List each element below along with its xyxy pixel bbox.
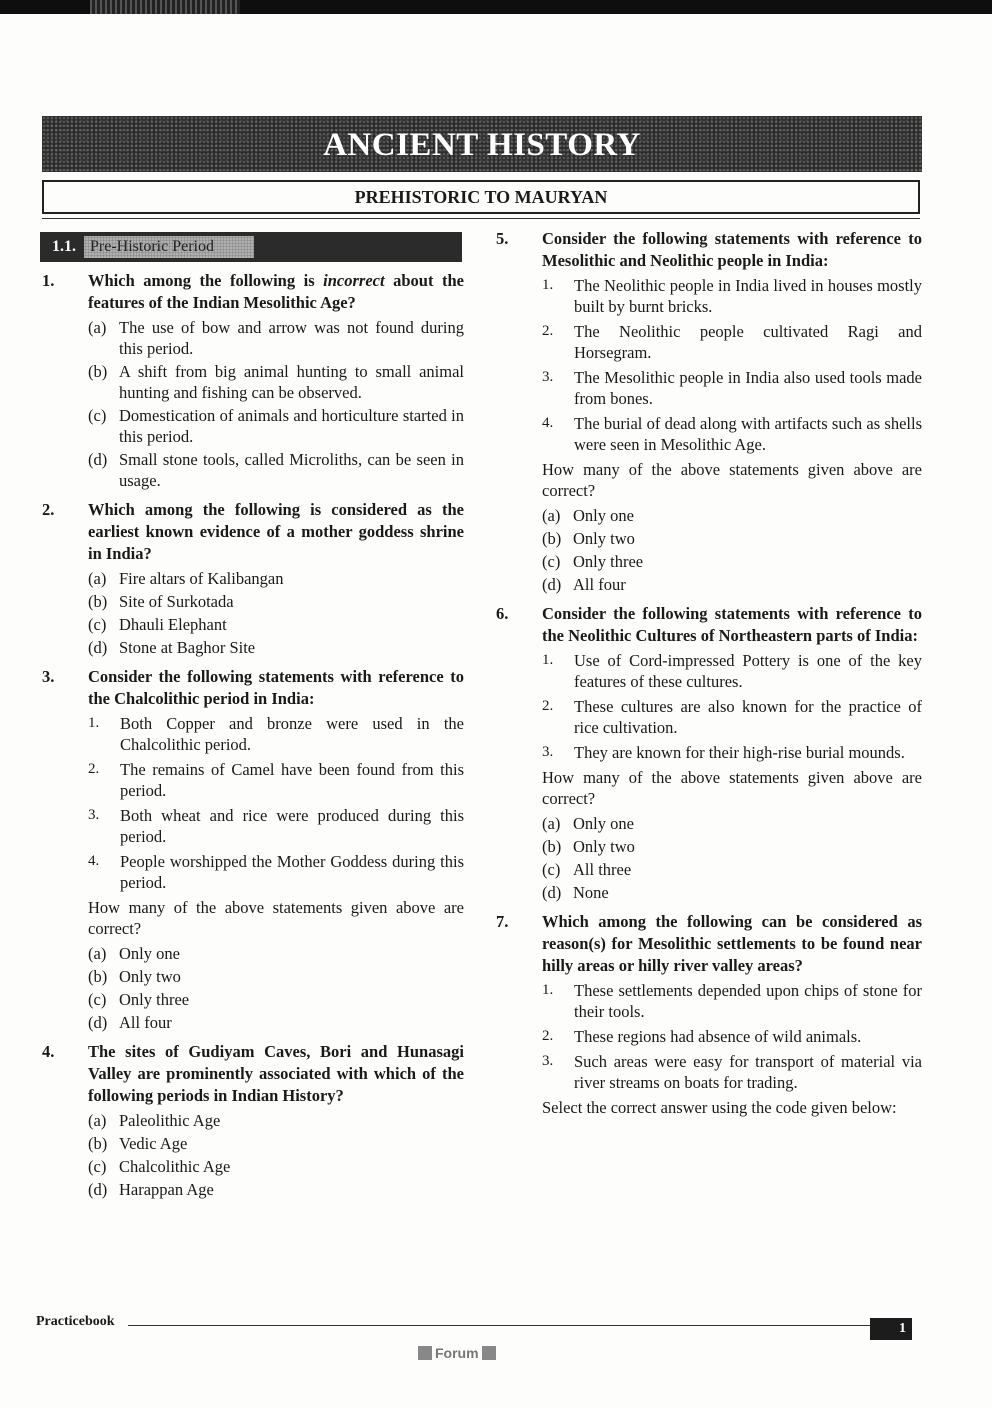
statement-number: 1. — [542, 652, 554, 668]
question-number: 4. — [42, 1042, 55, 1061]
option-label: (b) — [542, 837, 562, 856]
statement-text: These settlements depended upon chips of stone for their tools. — [574, 981, 922, 1021]
option-text: Vedic Age — [119, 1134, 188, 1153]
stem-emphasis: incorrect — [323, 271, 385, 290]
option[interactable] — [88, 614, 464, 635]
option-text: All four — [119, 1013, 172, 1032]
question-stem: Consider the following statements with reference to the Neolithic Cultures of Northeastern parts of India: — [542, 604, 922, 645]
option[interactable] — [88, 989, 464, 1010]
option-label: (d) — [542, 575, 562, 594]
statement-number: 3. — [542, 369, 554, 385]
option-text: Stone at Baghor Site — [119, 638, 256, 657]
brand-name: Forum — [435, 1345, 479, 1361]
statement-number: 3. — [88, 807, 100, 823]
question-stem: Consider the following statements with reference to the Chalcolithic period in India: — [88, 667, 464, 708]
brand-logo-icon — [418, 1346, 432, 1360]
option-text: Only two — [119, 967, 181, 986]
question-number: 1. — [42, 271, 55, 290]
question-followup: How many of the above statements given above are correct? — [542, 460, 922, 500]
option[interactable] — [88, 405, 464, 447]
option-text: Paleolithic Age — [119, 1111, 221, 1130]
option-label: (c) — [542, 552, 561, 571]
statement-number: 2. — [542, 1028, 554, 1044]
statement-number: 2. — [542, 323, 554, 339]
option-label: (c) — [88, 990, 107, 1009]
question — [494, 228, 922, 597]
question-stem — [88, 270, 464, 314]
option-text: The use of bow and arrow was not found during this period. — [119, 318, 464, 358]
statement-text: Both wheat and rice were produced during this period. — [120, 806, 464, 846]
statement-text: The burial of dead along with artifacts such as shells were seen in Mesolithic Age. — [574, 414, 922, 454]
statement-text: The Neolithic people cultivated Ragi and Horsegram. — [574, 322, 922, 362]
question-followup: Select the correct answer using the code given below: — [542, 1098, 897, 1117]
option[interactable] — [542, 813, 922, 834]
option-label: (c) — [542, 860, 561, 879]
option[interactable] — [88, 1110, 464, 1131]
section-heading — [40, 232, 462, 262]
option-text: All three — [573, 860, 632, 879]
statement-number: 1. — [542, 277, 554, 293]
scan-artifact — [90, 0, 240, 14]
statement-text: They are known for their high-rise burial mounds. — [574, 743, 905, 762]
question-number: 7. — [496, 912, 509, 931]
statement — [88, 759, 464, 801]
option[interactable] — [542, 551, 922, 572]
stem-text: about the features of the Indian Mesolithic Age? — [88, 271, 464, 312]
question-stem: The sites of Gudiyam Caves, Bori and Hunasagi Valley are prominently associated with which of the following periods in Indian History? — [88, 1042, 464, 1105]
option-text: Only one — [119, 944, 180, 963]
unit-subtitle-box — [42, 180, 920, 214]
option[interactable] — [88, 361, 464, 403]
statement-text: These cultures are also known for the practice of rice cultivation. — [574, 697, 922, 737]
statement — [542, 321, 922, 363]
statement-text: These regions had absence of wild animals. — [574, 1027, 862, 1046]
option-text: All four — [573, 575, 626, 594]
question-stem: Consider the following statements with reference to Mesolithic and Neolithic people in India: — [542, 229, 922, 270]
statement-text: The remains of Camel have been found from this period. — [120, 760, 464, 800]
option-label: (d) — [542, 883, 562, 902]
statement-text: The Neolithic people in India lived in houses mostly built by burnt bricks. — [574, 276, 922, 316]
option-text: Only one — [573, 814, 634, 833]
option-label: (c) — [88, 1157, 107, 1176]
statement-number: 2. — [542, 698, 554, 714]
stem-text: Which among the following is — [88, 271, 324, 290]
option-text: Fire altars of Kalibangan — [119, 569, 284, 588]
option[interactable] — [88, 943, 464, 964]
footer-rule — [128, 1325, 870, 1326]
option[interactable] — [542, 859, 922, 880]
question — [494, 603, 922, 905]
option-label: (b) — [88, 1134, 108, 1153]
option-label: (b) — [88, 967, 108, 986]
question — [40, 1041, 464, 1202]
page-number: 1 — [870, 1318, 912, 1340]
option-text: Domestication of animals and horticulture started in this period. — [119, 406, 464, 446]
question — [40, 270, 464, 493]
option-text: Only three — [119, 990, 190, 1009]
question-stem: Which among the following can be considered as reason(s) for Mesolithic settlements to be found near hilly areas or hilly river valley areas? — [542, 912, 922, 975]
option-text: Only one — [573, 506, 634, 525]
statement — [88, 805, 464, 847]
question-stem: Which among the following is considered as the earliest known evidence of a mother goddess shrine in India? — [88, 500, 464, 563]
question-number: 2. — [42, 500, 55, 519]
top-scan-strip — [0, 0, 992, 14]
statement — [542, 275, 922, 317]
option-label: (a) — [88, 944, 107, 963]
option-text: Only two — [573, 837, 635, 856]
option[interactable] — [88, 317, 464, 359]
statement-number: 2. — [88, 761, 100, 777]
statement-text: The Mesolithic people in India also used tools made from bones. — [574, 368, 922, 408]
statement — [542, 650, 922, 692]
question-number: 5. — [496, 229, 509, 248]
unit-subtitle: PREHISTORIC TO MAURYAN — [354, 187, 608, 207]
question-number: 6. — [496, 604, 509, 623]
option[interactable] — [88, 966, 464, 987]
option[interactable] — [542, 505, 922, 526]
option-text: Site of Surkotada — [119, 592, 234, 611]
statement — [542, 980, 922, 1022]
statement — [88, 713, 464, 755]
option[interactable] — [88, 568, 464, 589]
section-label: Pre-Historic Period — [84, 236, 254, 258]
option-label: (a) — [542, 814, 561, 833]
question-followup: How many of the above statements given above are correct? — [542, 768, 922, 808]
question-number: 3. — [42, 667, 55, 686]
option[interactable] — [542, 882, 922, 903]
option[interactable] — [88, 1133, 464, 1154]
statement-number: 1. — [88, 715, 100, 731]
option-text: Harappan Age — [119, 1180, 214, 1199]
option-label: (a) — [88, 1111, 107, 1130]
statement-number: 3. — [542, 1053, 554, 1069]
section-number: 1.1. — [52, 238, 76, 255]
option-label: (b) — [542, 529, 562, 548]
question — [40, 666, 464, 1035]
statement-text: Such areas were easy for transport of material via river streams on boats for trading. — [574, 1052, 922, 1092]
option[interactable] — [542, 528, 922, 549]
statement-number: 3. — [542, 744, 554, 760]
option[interactable] — [88, 1179, 464, 1200]
statement — [542, 1026, 922, 1047]
statement — [542, 1051, 922, 1093]
option-label: (d) — [88, 1180, 108, 1199]
statement-number: 4. — [88, 853, 100, 869]
option-text: None — [573, 883, 609, 902]
brand-logo-icon — [482, 1346, 496, 1360]
right-column — [494, 228, 922, 1128]
statement-number: 1. — [542, 982, 554, 998]
option-text: A shift from big animal hunting to small animal hunting and fishing can be observed. — [119, 362, 464, 402]
option[interactable] — [88, 1156, 464, 1177]
option-text: Small stone tools, called Microliths, can be seen in usage. — [119, 450, 464, 490]
option-text: Only three — [573, 552, 644, 571]
option-label: (d) — [88, 1013, 108, 1032]
statement-text: Use of Cord-impressed Pottery is one of the key features of these cultures. — [574, 651, 922, 691]
statement-number: 4. — [542, 415, 554, 431]
statement — [542, 742, 922, 763]
option[interactable] — [88, 1012, 464, 1033]
chapter-title: ANCIENT HISTORY — [323, 127, 641, 163]
left-column — [40, 228, 464, 1208]
option[interactable] — [88, 637, 464, 658]
statement — [542, 696, 922, 738]
option-label: (d) — [88, 450, 108, 469]
statement — [542, 413, 922, 455]
statement-text: People worshipped the Mother Goddess during this period. — [120, 852, 464, 892]
option-label: (d) — [88, 638, 108, 657]
option-label: (c) — [88, 615, 107, 634]
option-text: Only two — [573, 529, 635, 548]
question-followup: How many of the above statements given above are correct? — [88, 898, 464, 938]
option[interactable] — [88, 591, 464, 612]
divider — [42, 218, 920, 219]
option[interactable] — [88, 449, 464, 491]
option-label: (a) — [542, 506, 561, 525]
option[interactable] — [542, 836, 922, 857]
option[interactable] — [542, 574, 922, 595]
option-text: Dhauli Elephant — [119, 615, 227, 634]
question — [40, 499, 464, 660]
footer-brand — [418, 1343, 528, 1363]
footer-book-name: Practicebook — [36, 1314, 115, 1329]
statement — [88, 851, 464, 893]
chapter-title-band — [42, 116, 922, 172]
statement-text: Both Copper and bronze were used in the Chalcolithic period. — [120, 714, 464, 754]
option-label: (c) — [88, 406, 107, 425]
option-label: (b) — [88, 362, 108, 381]
option-label: (a) — [88, 569, 107, 588]
option-label: (b) — [88, 592, 108, 611]
statement — [542, 367, 922, 409]
question — [494, 911, 922, 1122]
option-text: Chalcolithic Age — [119, 1157, 231, 1176]
option-label: (a) — [88, 318, 107, 337]
